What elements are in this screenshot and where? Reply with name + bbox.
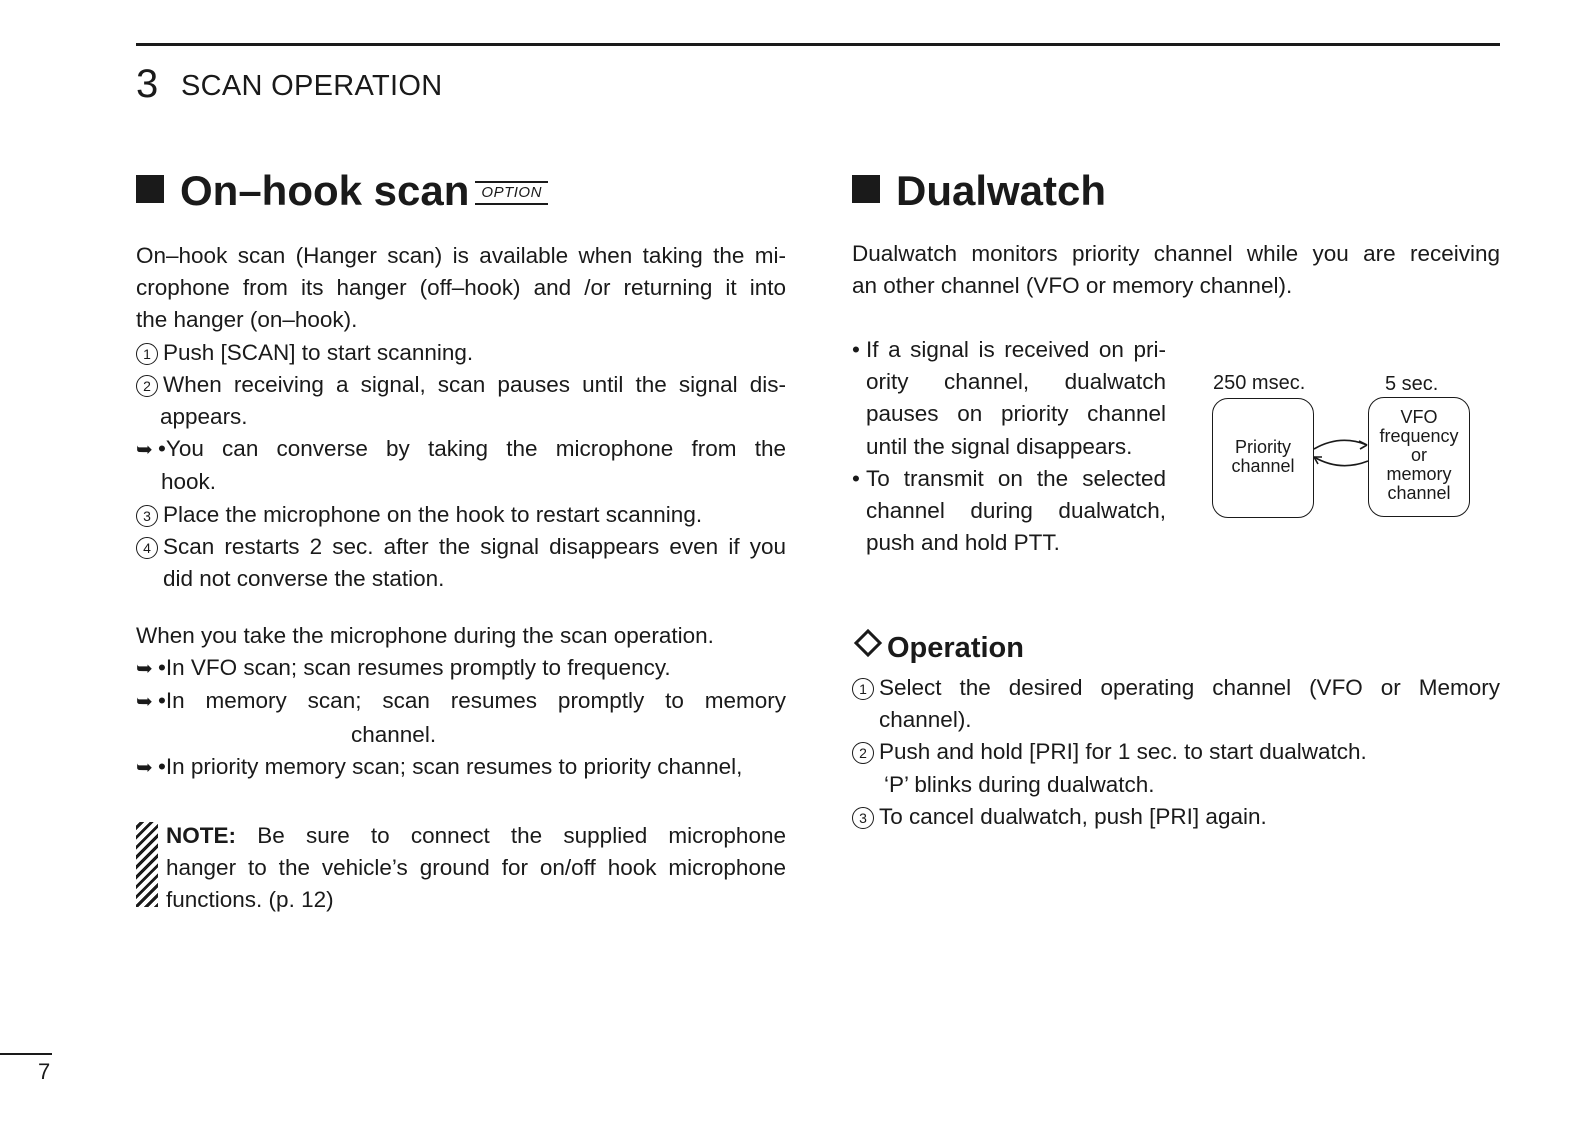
resume-item-memory: ➥ •In memory scan; scan resumes promptly to memory bbox=[136, 685, 786, 718]
note-label: NOTE: bbox=[166, 823, 236, 848]
heading-text: Dualwatch bbox=[896, 167, 1107, 214]
op-step-1-continued: channel). bbox=[879, 707, 972, 733]
box-label-line: channel bbox=[1231, 456, 1295, 476]
resume-item-priority: ➥ •In priority memory scan; scan resumes to priority channel, bbox=[136, 751, 786, 784]
bullet-line: channel during dualwatch, bbox=[866, 498, 1166, 524]
note-line: Be sure to connect the supplied microphone bbox=[257, 823, 786, 848]
intro-line: crophone from its hanger (off–hook) and /or returning it into bbox=[136, 275, 786, 301]
operation-heading bbox=[852, 630, 1024, 666]
step-2-note: ➥ •You can converse by taking the microphone from the bbox=[136, 433, 786, 466]
circled-number-icon: 2 bbox=[136, 369, 163, 401]
bullet-line: until the signal disappears. bbox=[866, 433, 1133, 459]
arrow-right-icon: ➥ bbox=[136, 439, 153, 462]
page-number-rule bbox=[0, 1053, 52, 1055]
operation-steps bbox=[852, 672, 1500, 833]
step-1: 1 Push [SCAN] to start scanning. bbox=[136, 337, 786, 369]
arrow-right-icon: ➥ bbox=[136, 658, 153, 681]
option-badge: OPTION bbox=[475, 181, 548, 205]
square-bullet-icon bbox=[136, 175, 164, 203]
when-text: When you take the microphone during the scan operation. bbox=[136, 623, 714, 648]
bullet-dot-icon: • bbox=[852, 337, 860, 362]
bullet-dot-icon: • bbox=[852, 465, 860, 491]
arrow-right-icon: ➥ bbox=[136, 756, 153, 779]
page-number: 7 bbox=[38, 1059, 51, 1084]
bullet-item: • To transmit on the selected bbox=[852, 463, 1166, 495]
diagram-right-time: 5 sec. bbox=[1385, 373, 1439, 395]
step-2-continued: appears. bbox=[160, 404, 248, 430]
dualwatch-intro bbox=[852, 238, 1500, 302]
circled-number-icon: 3 bbox=[136, 499, 163, 531]
intro-line: an other channel (VFO or memory channel). bbox=[852, 273, 1293, 299]
op-step-2-continued: ‘P’ blinks during dualwatch. bbox=[884, 771, 1155, 797]
op-step-3: 3 To cancel dualwatch, push [PRI] again. bbox=[852, 801, 1500, 833]
step-4-continued: did not converse the station. bbox=[163, 566, 445, 592]
box-label-line: channel bbox=[1387, 483, 1451, 503]
dualwatch-bullets bbox=[852, 334, 1166, 559]
intro-line: the hanger (on–hook). bbox=[136, 307, 358, 333]
note-block bbox=[166, 820, 786, 917]
circled-number-icon: 4 bbox=[136, 531, 163, 563]
scan-resume-list bbox=[136, 620, 786, 784]
intro-line: On–hook scan (Hanger scan) is available when taking the mi- bbox=[136, 243, 786, 268]
heading-text: On–hook scan bbox=[180, 167, 470, 214]
circled-number-icon: 1 bbox=[852, 672, 879, 704]
operation-heading-text: Operation bbox=[887, 632, 1024, 664]
bullet-line: pauses on priority channel bbox=[866, 401, 1166, 427]
circled-number-icon: 3 bbox=[852, 801, 879, 833]
resume-item-memory-continued: channel. bbox=[351, 721, 437, 747]
box-label-line: or bbox=[1410, 445, 1427, 465]
note-line: functions. (p. 12) bbox=[166, 887, 334, 913]
step-4: 4 Scan restarts 2 sec. after the signal disappears even if you bbox=[136, 531, 786, 563]
section-heading-on-hook-scan bbox=[136, 166, 548, 216]
op-step-1: 1 Select the desired operating channel (VFO or Memory bbox=[852, 672, 1500, 704]
bullet-line: push and hold PTT. bbox=[866, 530, 1060, 556]
diamond-icon bbox=[854, 629, 882, 657]
step-3: 3 Place the microphone on the hook to restart scanning. bbox=[136, 499, 786, 531]
intro-line: Dualwatch monitors priority channel while you are receiving bbox=[852, 241, 1500, 266]
header-rule bbox=[136, 43, 1500, 46]
step-2-note-continued: hook. bbox=[161, 469, 217, 495]
circled-number-icon: 2 bbox=[852, 736, 879, 768]
diagram-cycle-arrows-icon bbox=[1310, 436, 1372, 472]
box-label-line: VFO bbox=[1400, 407, 1438, 427]
arrow-right-icon: ➥ bbox=[136, 691, 153, 714]
diagram-left-time: 250 msec. bbox=[1213, 372, 1306, 394]
bullet-item: • If a signal is received on pri- bbox=[852, 334, 1166, 366]
box-label-line: memory bbox=[1386, 464, 1452, 484]
circled-number-icon: 1 bbox=[136, 337, 163, 369]
square-bullet-icon bbox=[852, 175, 880, 203]
diagram-vfo-box bbox=[1368, 397, 1470, 517]
chapter-title: SCAN OPERATION bbox=[181, 70, 443, 102]
step-2: 2 When receiving a signal, scan pauses until the signal dis- bbox=[136, 369, 786, 401]
diagram-priority-box bbox=[1212, 398, 1314, 518]
box-label-line: frequency bbox=[1379, 426, 1459, 446]
chapter-number: 3 bbox=[136, 62, 159, 106]
section-heading-dualwatch bbox=[852, 166, 1106, 216]
box-label-line: Priority bbox=[1234, 437, 1291, 457]
note-hatch-icon bbox=[136, 822, 158, 907]
op-step-2: 2 Push and hold [PRI] for 1 sec. to start dualwatch. bbox=[852, 736, 1500, 768]
on-hook-scan-body bbox=[136, 240, 786, 595]
bullet-line: ority channel, dualwatch bbox=[866, 369, 1166, 395]
note-line: hanger to the vehicle’s ground for on/off hook microphone bbox=[166, 855, 786, 881]
resume-item-vfo: ➥ •In VFO scan; scan resumes promptly to frequency. bbox=[136, 652, 786, 685]
